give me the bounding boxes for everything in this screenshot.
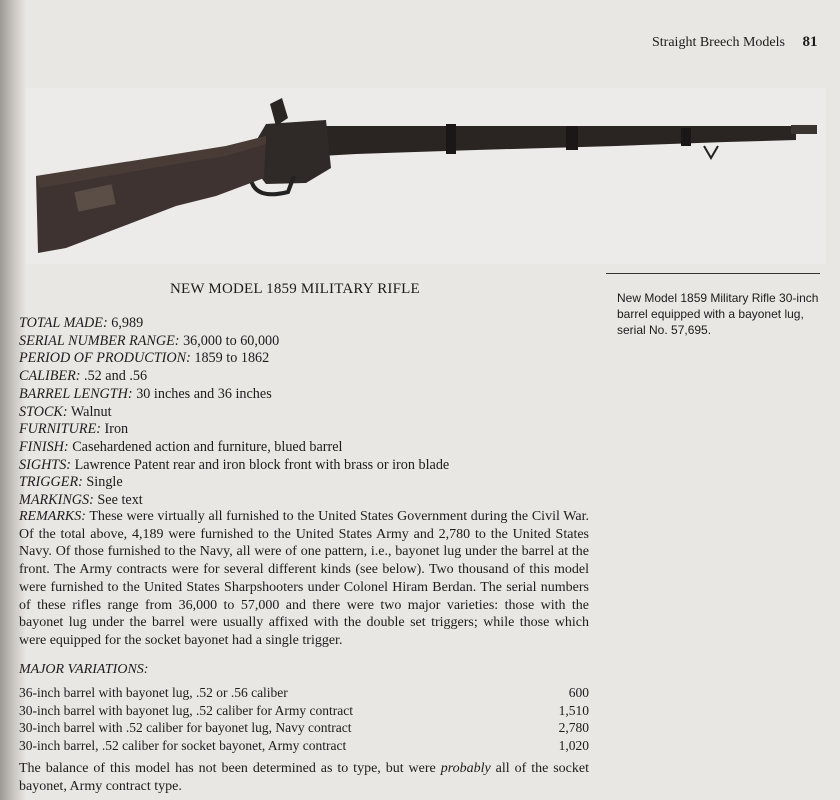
spec-label: CALIBER: xyxy=(19,368,81,385)
spec-value: Single xyxy=(82,474,123,491)
variation-quantity: 600 xyxy=(568,685,589,700)
spec-furniture xyxy=(19,421,599,439)
spec-value: .52 and .56 xyxy=(80,368,148,385)
variation-quantity: 1,020 xyxy=(558,737,589,753)
spec-label: PERIOD OF PRODUCTION: xyxy=(19,350,191,367)
rifle-photograph xyxy=(26,88,826,264)
spec-label: SIGHTS: xyxy=(19,456,72,473)
spec-label: FURNITURE: xyxy=(19,421,101,438)
spec-label: STOCK: xyxy=(19,403,68,420)
spec-serial-range xyxy=(19,333,599,351)
spec-value: 6,989 xyxy=(107,315,144,331)
spec-stock xyxy=(19,404,599,422)
spec-label: TOTAL MADE: xyxy=(19,315,108,331)
spec-label: FINISH: xyxy=(19,438,69,455)
variations-heading: MAJOR VARIATIONS: xyxy=(19,662,149,677)
caption-divider xyxy=(606,273,820,274)
spec-value: See text xyxy=(93,492,143,509)
spec-value: Casehardened action and furniture, blued barrel xyxy=(68,438,343,455)
variation-description: 30-inch barrel with bayonet lug, .52 caliber for Army contract xyxy=(19,702,354,718)
spec-value: 1859 to 1862 xyxy=(190,350,270,367)
variation-quantity: 1,510 xyxy=(558,702,589,718)
remarks-paragraph xyxy=(19,508,589,650)
page-number: 81 xyxy=(802,34,818,50)
spec-sights xyxy=(19,457,599,475)
spec-total-made xyxy=(19,315,599,333)
spec-period xyxy=(19,350,599,368)
spec-caliber xyxy=(19,368,599,386)
spec-label: TRIGGER: xyxy=(19,474,83,491)
variation-row xyxy=(19,719,589,737)
spec-label: MARKINGS: xyxy=(19,492,94,509)
spec-label: SERIAL NUMBER RANGE: xyxy=(19,332,180,349)
spec-finish xyxy=(19,439,599,457)
balance-emphasis: probably xyxy=(440,761,491,776)
variation-row xyxy=(19,702,589,720)
spec-trigger xyxy=(19,474,599,492)
variation-row xyxy=(19,737,589,755)
spec-value: 30 inches and 36 inches xyxy=(132,385,272,402)
section-heading: NEW MODEL 1859 MILITARY RIFLE xyxy=(170,281,420,297)
spec-value: 36,000 to 60,000 xyxy=(179,332,280,349)
balance-text-end: all of the socket bayonet, Army contract type. xyxy=(19,761,589,794)
photo-caption: New Model 1859 Military Rifle 30-inch barrel equipped with a bayonet lug, serial No. 57,695. xyxy=(617,291,819,337)
running-header xyxy=(652,34,817,51)
spec-value: Walnut xyxy=(67,403,112,420)
variation-quantity: 2,780 xyxy=(558,720,589,735)
balance-text-start: The balance of this model has not been determined as to type, but were xyxy=(19,761,441,776)
spec-value: Lawrence Patent rear and iron block front with brass or iron blade xyxy=(71,456,450,473)
spec-label: BARREL LENGTH: xyxy=(19,385,133,402)
rifle-illustration xyxy=(26,88,826,264)
variation-description: 30-inch barrel, .52 caliber for socket bayonet, Army contract xyxy=(19,737,347,753)
variations-table xyxy=(19,684,589,754)
remarks-text: These were virtually all furnished to the United States Government during the Civil War. Of the total above, 4,189 were furnished to the United States Army and 2,780 to the United States Navy. Of those furnished to the Navy, all were of one pattern, i.e., bayonet lug under the barrel at the front. The Army contracts were for several different kinds (see below). Two thousand of this model were furnished to the United States Sharpshooters under Colonel Hiram Berdan. The serial numbers of these rifles range from 36,000 to 57,000 and there were two major varieties: those with the bayonet lug under the barrel were usually affixed with the double set triggers; while those which were equipped for the socket bayonet had a single trigger. xyxy=(19,509,589,648)
spec-value: Iron xyxy=(100,421,129,438)
spec-list xyxy=(19,315,599,510)
variation-row xyxy=(19,684,589,702)
section-title: Straight Breech Models xyxy=(652,35,785,50)
spec-barrel-length xyxy=(19,386,599,404)
variation-description: 30-inch barrel with .52 caliber for bayonet lug, Navy contract xyxy=(19,720,352,735)
variation-description: 36-inch barrel with bayonet lug, .52 or .56 caliber xyxy=(19,685,288,700)
balance-paragraph xyxy=(19,760,589,795)
remarks-label: REMARKS: xyxy=(19,509,86,524)
